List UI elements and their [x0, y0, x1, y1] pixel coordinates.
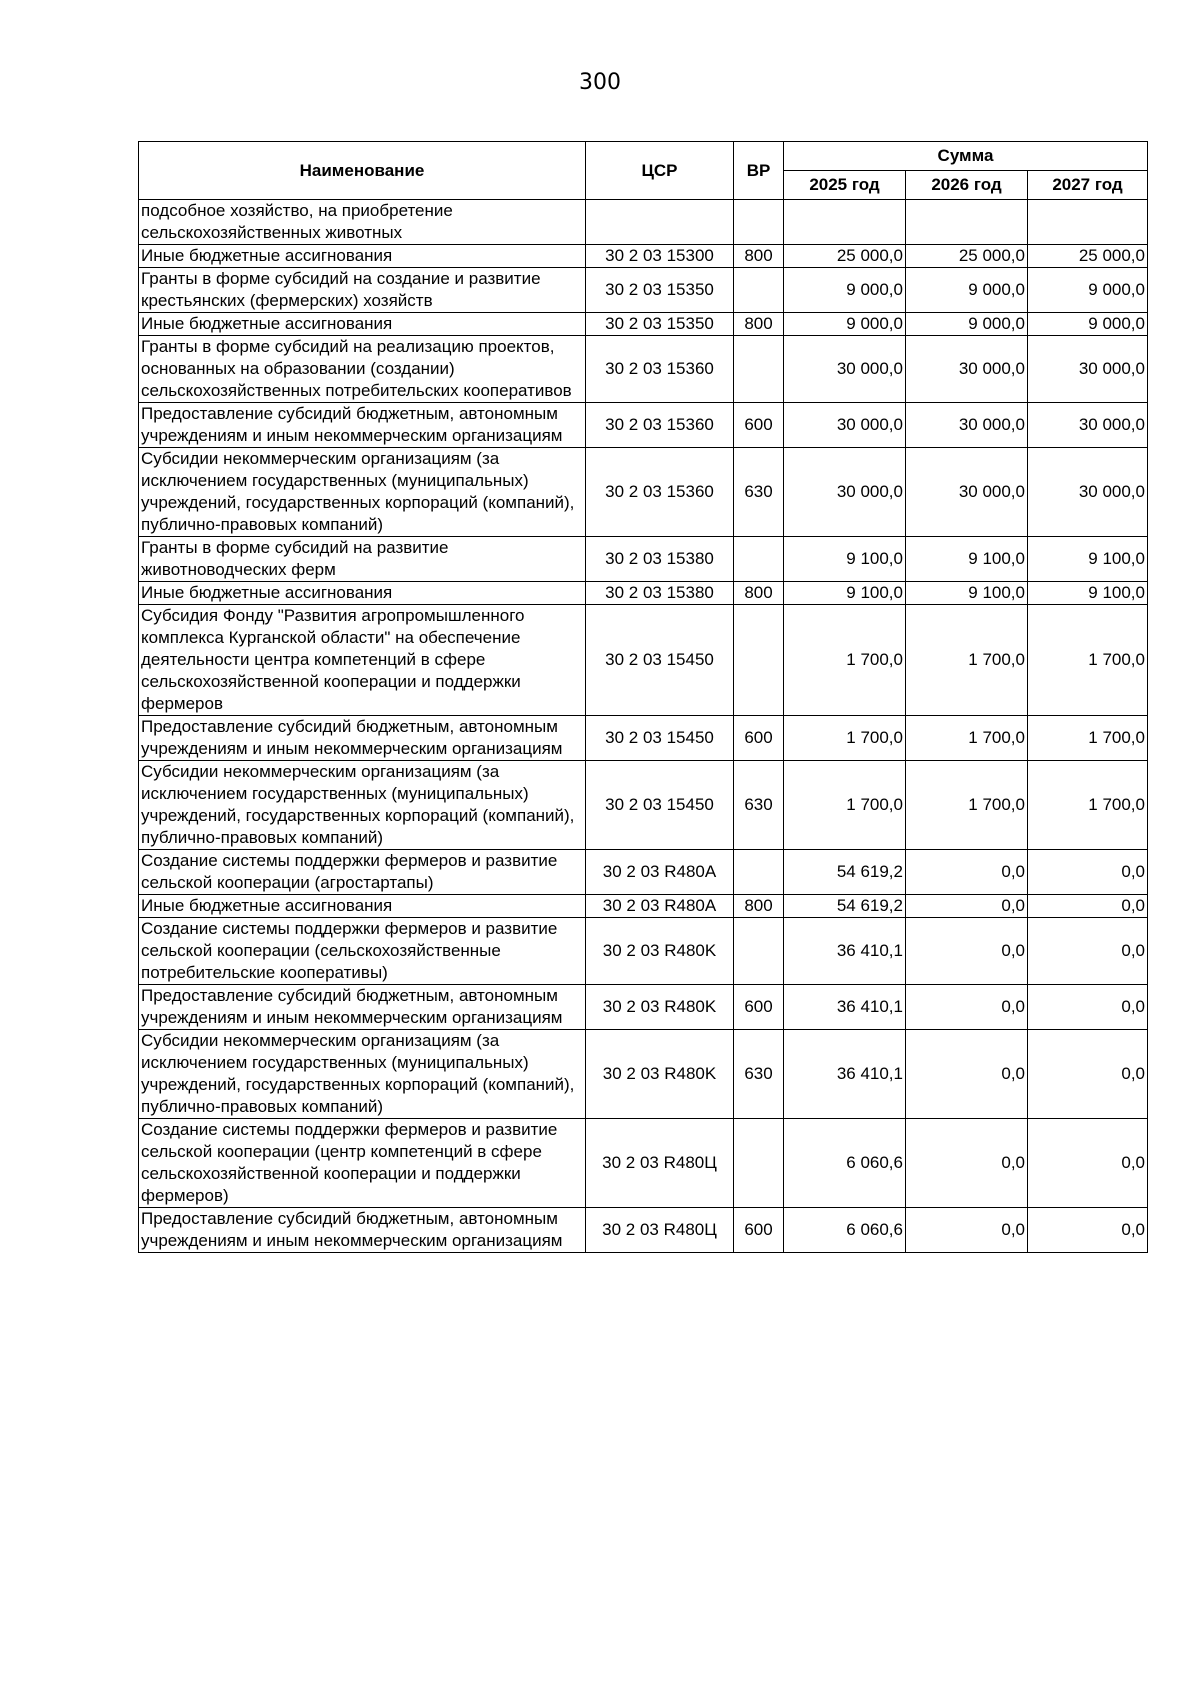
- row-csr: 30 2 03 15450: [586, 716, 734, 761]
- row-sum-2026: 9 000,0: [906, 268, 1028, 313]
- table-row: [139, 1119, 1148, 1208]
- row-name: Иные бюджетные ассигнования: [139, 895, 586, 918]
- table-row: [139, 403, 1148, 448]
- row-sum-2027: 1 700,0: [1028, 605, 1148, 716]
- row-sum-2026: 0,0: [906, 1208, 1028, 1253]
- row-vr: 600: [734, 403, 784, 448]
- row-sum-2027: 0,0: [1028, 1119, 1148, 1208]
- row-name: Субсидии некоммерческим организациям (за исключением государственных (муниципальных) учреждений, государственных корпораций (компаний), публично-правовых компаний): [139, 448, 586, 537]
- row-sum-2027: 9 100,0: [1028, 537, 1148, 582]
- row-sum-2025: 30 000,0: [784, 448, 906, 537]
- row-sum-2025: 9 100,0: [784, 537, 906, 582]
- row-csr: [586, 200, 734, 245]
- table-row: [139, 1208, 1148, 1253]
- row-vr: 800: [734, 895, 784, 918]
- header-year-2026: 2026 год: [906, 171, 1028, 200]
- table-row: [139, 1030, 1148, 1119]
- row-csr: 30 2 03 R480K: [586, 918, 734, 985]
- row-csr: 30 2 03 15300: [586, 245, 734, 268]
- table-row: [139, 895, 1148, 918]
- row-csr: 30 2 03 R480Ц: [586, 1208, 734, 1253]
- row-name: Предоставление субсидий бюджетным, автономным учреждениям и иным некоммерческим организациям: [139, 716, 586, 761]
- row-vr: 600: [734, 985, 784, 1030]
- row-sum-2026: 1 700,0: [906, 716, 1028, 761]
- row-vr: [734, 336, 784, 403]
- table-row: [139, 537, 1148, 582]
- row-csr: 30 2 03 15360: [586, 336, 734, 403]
- row-sum-2026: 25 000,0: [906, 245, 1028, 268]
- row-sum-2027: 9 000,0: [1028, 268, 1148, 313]
- table-row: [139, 268, 1148, 313]
- row-name: Предоставление субсидий бюджетным, автономным учреждениям и иным некоммерческим организациям: [139, 1208, 586, 1253]
- row-name: Субсидии некоммерческим организациям (за исключением государственных (муниципальных) учреждений, государственных корпораций (компаний), публично-правовых компаний): [139, 761, 586, 850]
- row-sum-2026: 0,0: [906, 1119, 1028, 1208]
- table-row: [139, 200, 1148, 245]
- table-row: [139, 761, 1148, 850]
- row-sum-2027: 9 100,0: [1028, 582, 1148, 605]
- row-csr: 30 2 03 15360: [586, 403, 734, 448]
- row-sum-2026: 0,0: [906, 985, 1028, 1030]
- page-number: 300: [579, 70, 621, 95]
- table-row: [139, 605, 1148, 716]
- row-sum-2025: 54 619,2: [784, 895, 906, 918]
- row-sum-2027: 30 000,0: [1028, 403, 1148, 448]
- row-sum-2025: 1 700,0: [784, 716, 906, 761]
- row-sum-2027: 0,0: [1028, 895, 1148, 918]
- table-row: [139, 850, 1148, 895]
- row-sum-2025: 9 000,0: [784, 268, 906, 313]
- row-sum-2026: 0,0: [906, 918, 1028, 985]
- row-vr: [734, 918, 784, 985]
- row-vr: 800: [734, 245, 784, 268]
- row-csr: 30 2 03 15380: [586, 582, 734, 605]
- row-name: Субсидия Фонду "Развития агропромышленного комплекса Курганской области" на обеспечение деятельности центра компетенций в сфере сельскохозяйственной кооперации и поддержки фермеров: [139, 605, 586, 716]
- table-row: [139, 918, 1148, 985]
- row-sum-2026: 1 700,0: [906, 605, 1028, 716]
- row-sum-2026: 0,0: [906, 895, 1028, 918]
- row-csr: 30 2 03 15450: [586, 761, 734, 850]
- row-vr: [734, 200, 784, 245]
- row-sum-2026: 9 100,0: [906, 582, 1028, 605]
- table-row: [139, 313, 1148, 336]
- row-vr: [734, 268, 784, 313]
- row-csr: 30 2 03 15450: [586, 605, 734, 716]
- table-row: [139, 985, 1148, 1030]
- budget-table: [138, 141, 1148, 1253]
- row-sum-2025: 9 000,0: [784, 313, 906, 336]
- row-sum-2027: 1 700,0: [1028, 761, 1148, 850]
- row-sum-2025: [784, 200, 906, 245]
- row-sum-2025: 1 700,0: [784, 605, 906, 716]
- row-name: подсобное хозяйство, на приобретение сельскохозяйственных животных: [139, 200, 586, 245]
- header-csr: ЦСР: [586, 142, 734, 200]
- row-name: Иные бюджетные ассигнования: [139, 245, 586, 268]
- row-vr: 630: [734, 1030, 784, 1119]
- row-sum-2027: 30 000,0: [1028, 448, 1148, 537]
- row-vr: [734, 1119, 784, 1208]
- row-name: Предоставление субсидий бюджетным, автономным учреждениям и иным некоммерческим организациям: [139, 403, 586, 448]
- row-sum-2027: 0,0: [1028, 1030, 1148, 1119]
- row-csr: 30 2 03 R480K: [586, 1030, 734, 1119]
- row-csr: 30 2 03 R480A: [586, 895, 734, 918]
- row-csr: 30 2 03 R480K: [586, 985, 734, 1030]
- table-header: [139, 142, 1148, 200]
- row-sum-2025: 30 000,0: [784, 336, 906, 403]
- row-sum-2026: 30 000,0: [906, 403, 1028, 448]
- row-sum-2025: 36 410,1: [784, 918, 906, 985]
- row-vr: [734, 850, 784, 895]
- row-sum-2026: [906, 200, 1028, 245]
- row-sum-2025: 9 100,0: [784, 582, 906, 605]
- table-row: [139, 582, 1148, 605]
- row-sum-2027: 1 700,0: [1028, 716, 1148, 761]
- row-vr: 630: [734, 448, 784, 537]
- row-sum-2026: 0,0: [906, 850, 1028, 895]
- row-sum-2027: 9 000,0: [1028, 313, 1148, 336]
- table-row: [139, 716, 1148, 761]
- row-name: Создание системы поддержки фермеров и развитие сельской кооперации (агростартапы): [139, 850, 586, 895]
- row-name: Создание системы поддержки фермеров и развитие сельской кооперации (сельскохозяйственные потребительские кооперативы): [139, 918, 586, 985]
- row-csr: 30 2 03 15350: [586, 268, 734, 313]
- row-name: Иные бюджетные ассигнования: [139, 313, 586, 336]
- row-name: Иные бюджетные ассигнования: [139, 582, 586, 605]
- row-vr: 600: [734, 1208, 784, 1253]
- row-sum-2026: 0,0: [906, 1030, 1028, 1119]
- row-csr: 30 2 03 15380: [586, 537, 734, 582]
- row-sum-2026: 30 000,0: [906, 336, 1028, 403]
- header-year-2025: 2025 год: [784, 171, 906, 200]
- row-name: Гранты в форме субсидий на развитие животноводческих ферм: [139, 537, 586, 582]
- row-sum-2025: 25 000,0: [784, 245, 906, 268]
- row-vr: [734, 605, 784, 716]
- row-vr: 630: [734, 761, 784, 850]
- row-csr: 30 2 03 R480A: [586, 850, 734, 895]
- row-sum-2026: 30 000,0: [906, 448, 1028, 537]
- row-sum-2026: 1 700,0: [906, 761, 1028, 850]
- table-row: [139, 336, 1148, 403]
- row-sum-2027: 0,0: [1028, 985, 1148, 1030]
- row-sum-2025: 6 060,6: [784, 1119, 906, 1208]
- row-sum-2025: 36 410,1: [784, 1030, 906, 1119]
- row-csr: 30 2 03 15350: [586, 313, 734, 336]
- row-vr: [734, 537, 784, 582]
- row-name: Предоставление субсидий бюджетным, автономным учреждениям и иным некоммерческим организациям: [139, 985, 586, 1030]
- row-sum-2027: 0,0: [1028, 918, 1148, 985]
- table-row: [139, 448, 1148, 537]
- row-sum-2027: 30 000,0: [1028, 336, 1148, 403]
- row-name: Гранты в форме субсидий на создание и развитие крестьянских (фермерских) хозяйств: [139, 268, 586, 313]
- row-vr: 800: [734, 582, 784, 605]
- row-name: Создание системы поддержки фермеров и развитие сельской кооперации (центр компетенций в сфере сельскохозяйственной кооперации и поддержки фермеров): [139, 1119, 586, 1208]
- row-sum-2025: 30 000,0: [784, 403, 906, 448]
- row-sum-2027: 0,0: [1028, 850, 1148, 895]
- row-sum-2027: 0,0: [1028, 1208, 1148, 1253]
- row-sum-2026: 9 000,0: [906, 313, 1028, 336]
- header-name: Наименование: [139, 142, 586, 200]
- row-sum-2027: [1028, 200, 1148, 245]
- row-sum-2025: 1 700,0: [784, 761, 906, 850]
- header-year-2027: 2027 год: [1028, 171, 1148, 200]
- row-sum-2027: 25 000,0: [1028, 245, 1148, 268]
- row-csr: 30 2 03 R480Ц: [586, 1119, 734, 1208]
- row-sum-2026: 9 100,0: [906, 537, 1028, 582]
- row-vr: 800: [734, 313, 784, 336]
- row-vr: 600: [734, 716, 784, 761]
- row-sum-2025: 36 410,1: [784, 985, 906, 1030]
- header-sum: Сумма: [784, 142, 1148, 171]
- row-name: Субсидии некоммерческим организациям (за исключением государственных (муниципальных) учреждений, государственных корпораций (компаний), публично-правовых компаний): [139, 1030, 586, 1119]
- header-vr: ВР: [734, 142, 784, 200]
- row-sum-2025: 6 060,6: [784, 1208, 906, 1253]
- table-row: [139, 245, 1148, 268]
- table-body: [139, 200, 1148, 1253]
- row-csr: 30 2 03 15360: [586, 448, 734, 537]
- row-sum-2025: 54 619,2: [784, 850, 906, 895]
- row-name: Гранты в форме субсидий на реализацию проектов, основанных на образовании (создании) сельскохозяйственных потребительских кооперативов: [139, 336, 586, 403]
